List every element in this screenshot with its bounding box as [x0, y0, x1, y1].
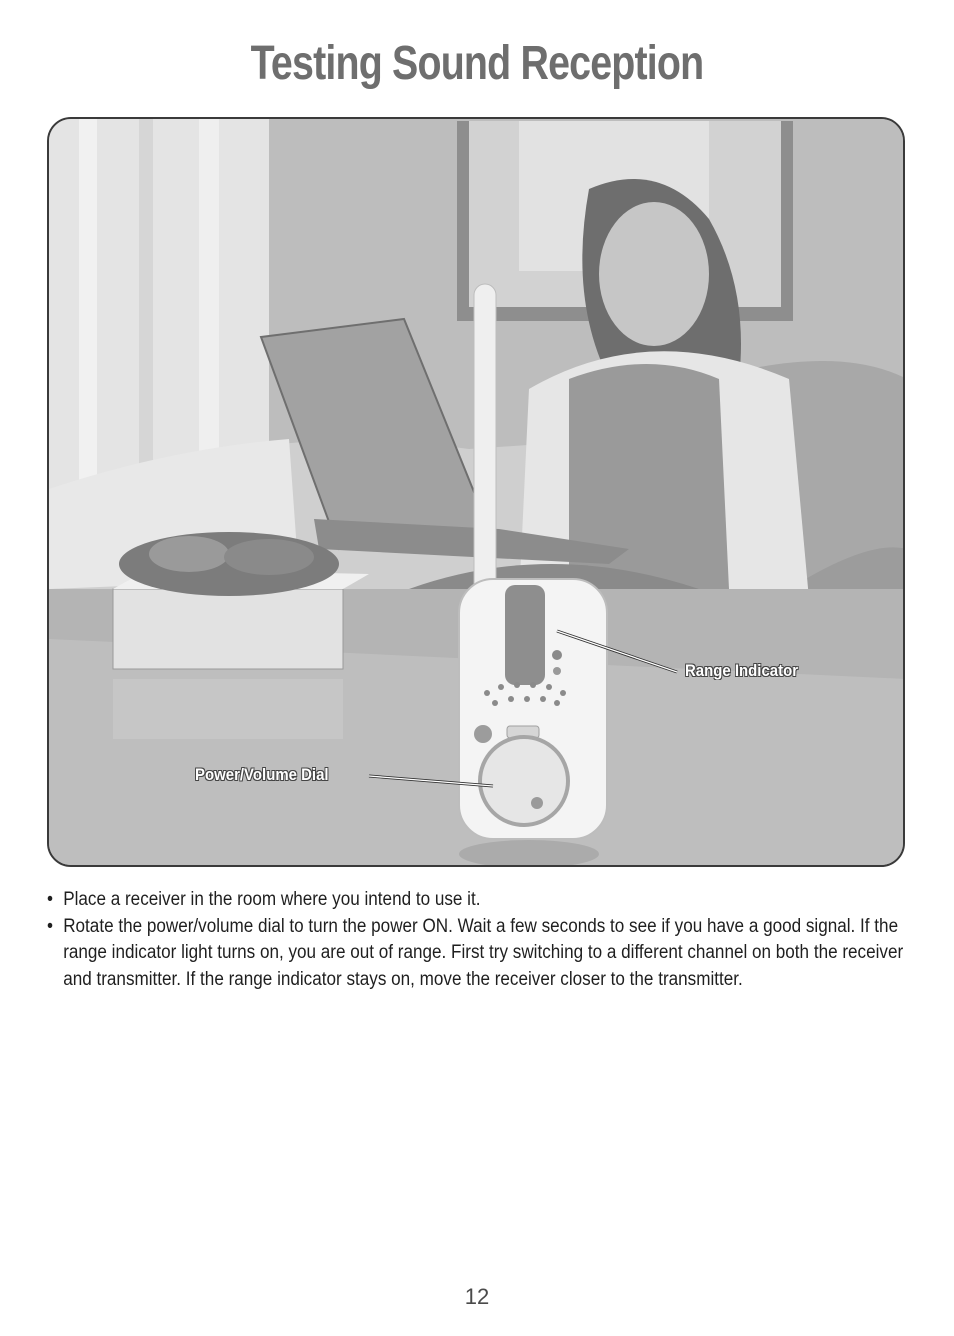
page-title: Testing Sound Reception	[250, 37, 704, 90]
product-photo	[47, 117, 905, 867]
living-room-scene	[49, 119, 905, 867]
power-volume-dial-label: Power/Volume Dial	[195, 765, 329, 784]
page-number: 12	[464, 1284, 490, 1309]
range-indicator-label: Range Indicator	[685, 661, 799, 680]
list-item: • Place a receiver in the room where you intend to use it.	[47, 887, 927, 914]
instructions-list	[47, 887, 904, 993]
list-item: • Rotate the power/volume dial to turn the power ON. Wait a few seconds to see if you have a good signal. If the range indicator light turns on, you are out of range. First try switching to a different channel on both the receiver and transmitter. If the range indicator stays on, move the receiver closer to the transmitter.	[47, 914, 927, 994]
